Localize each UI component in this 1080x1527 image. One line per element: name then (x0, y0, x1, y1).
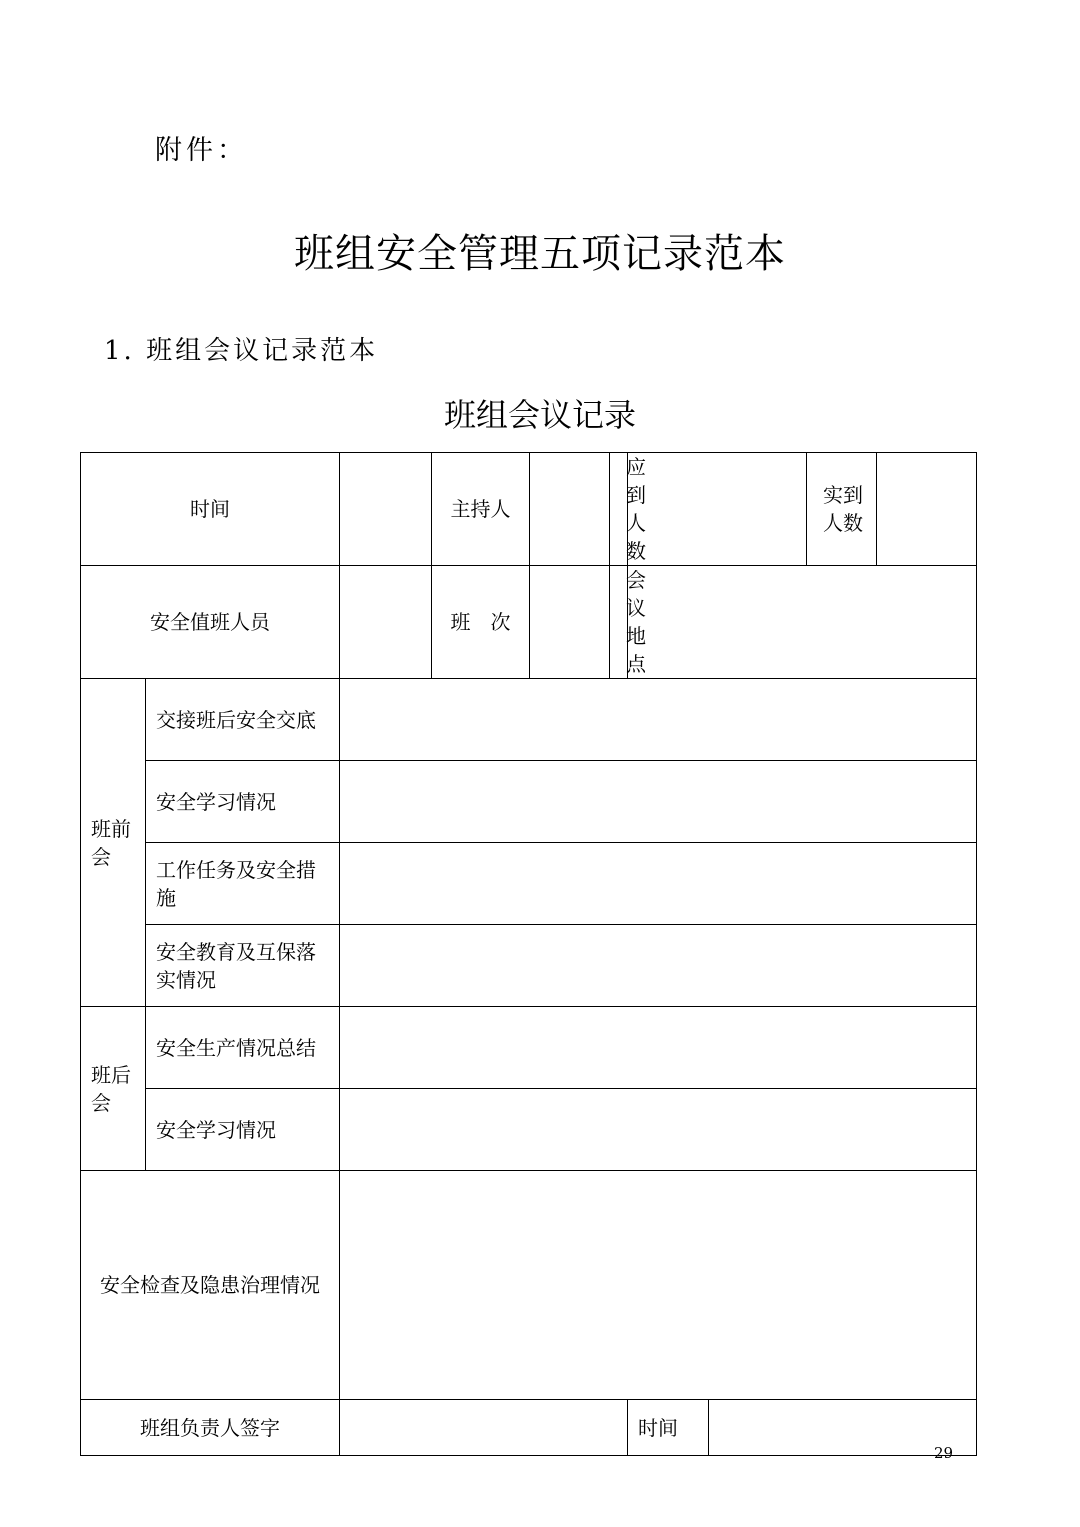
table-row (81, 1400, 977, 1456)
expected-count-label (610, 453, 646, 566)
table-row (81, 1171, 977, 1400)
table-title: 班组会议记录 (443, 396, 636, 434)
expected-count-label-line2: 人数 (626, 511, 646, 563)
post-shift-label-line2: 会 (91, 1090, 111, 1115)
host-label: 主持人 (432, 453, 530, 566)
shift-field[interactable] (530, 566, 610, 679)
table-row (81, 843, 977, 925)
expected-count-label-line1: 应到 (626, 455, 646, 507)
meeting-location-label-line1: 会议 (626, 568, 646, 620)
actual-count-label-line2: 人数 (823, 511, 863, 535)
pre-shift-label (81, 679, 146, 1007)
pre-shift-item-field[interactable] (340, 925, 977, 1007)
attachment-label: 附件： (155, 135, 248, 166)
table-row (81, 1007, 977, 1089)
section-title: 1. 班组会议记录范本 (104, 336, 379, 366)
signature-time-label: 时间 (628, 1400, 709, 1456)
duty-staff-label: 安全值班人员 (81, 566, 340, 679)
pre-shift-item: 安全教育及互保落实情况 (146, 925, 340, 1007)
post-shift-item: 安全生产情况总结 (146, 1007, 340, 1089)
post-shift-item-field[interactable] (340, 1007, 977, 1089)
table-row (81, 761, 977, 843)
expected-count-field[interactable] (628, 453, 807, 566)
pre-shift-item: 工作任务及安全措施 (146, 843, 340, 925)
time-field[interactable] (340, 453, 432, 566)
actual-count-field[interactable] (877, 453, 977, 566)
table-row (81, 566, 977, 679)
actual-count-label (807, 453, 877, 566)
inspection-label: 安全检查及隐患治理情况 (81, 1171, 340, 1400)
post-shift-item: 安全学习情况 (146, 1089, 340, 1171)
page-number: 29 (934, 1444, 954, 1462)
post-shift-label-line1: 班后 (91, 1062, 131, 1087)
host-field[interactable] (530, 453, 610, 566)
inspection-field[interactable] (340, 1171, 977, 1400)
table-row (81, 679, 977, 761)
pre-shift-label-line2: 会 (91, 844, 111, 869)
signature-label: 班组负责人签字 (81, 1400, 340, 1456)
duty-staff-field[interactable] (340, 566, 432, 679)
meeting-location-field[interactable] (628, 566, 977, 679)
pre-shift-label-line1: 班前 (91, 816, 131, 841)
time-label: 时间 (81, 453, 340, 566)
pre-shift-item: 交接班后安全交底 (146, 679, 340, 761)
pre-shift-item: 安全学习情况 (146, 761, 340, 843)
table-row (81, 453, 977, 566)
pre-shift-item-field[interactable] (340, 843, 977, 925)
shift-label: 班 次 (432, 566, 530, 679)
post-shift-item-field[interactable] (340, 1089, 977, 1171)
table-row (81, 1089, 977, 1171)
meeting-record-table (80, 452, 977, 1456)
actual-count-label-line1: 实到 (823, 483, 863, 507)
table-row (81, 925, 977, 1007)
post-shift-label (81, 1007, 146, 1171)
page-title: 班组安全管理五项记录范本 (294, 231, 786, 277)
signature-field[interactable] (340, 1400, 628, 1456)
meeting-location-label (610, 566, 646, 679)
pre-shift-item-field[interactable] (340, 679, 977, 761)
meeting-location-label-line2: 地点 (626, 624, 646, 676)
pre-shift-item-field[interactable] (340, 761, 977, 843)
